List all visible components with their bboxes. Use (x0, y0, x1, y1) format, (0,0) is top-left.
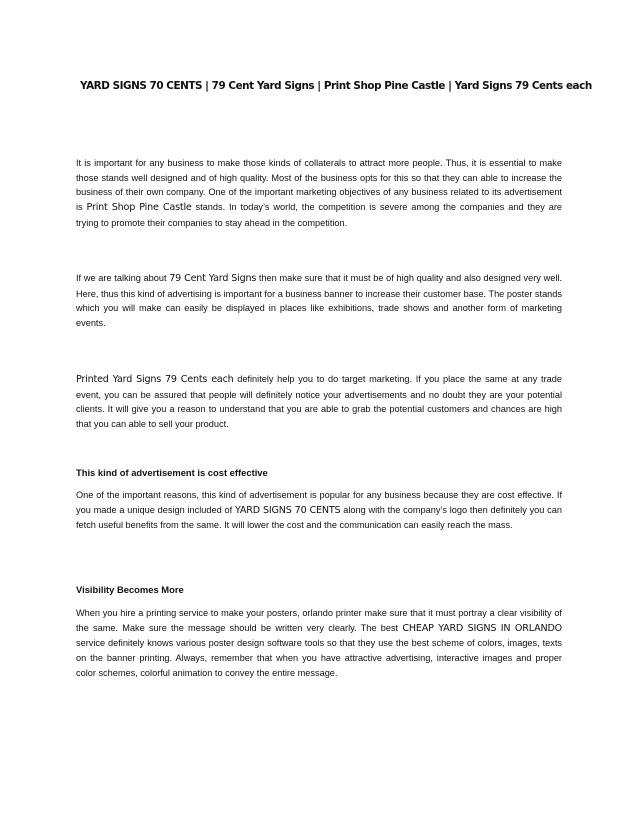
section-heading-cost-effective: This kind of advertisement is cost effective (76, 467, 268, 478)
paragraph-text: It is important for any business to make those kinds of collaterals to attract more people. Thus, it is essential to make those stands well designed and of high quality. Most of the business opts for this so that they can able to increase the business of their own company. One of the important marketing objectives of any business related to its advertisement is (76, 158, 562, 213)
paragraph-text: then make sure that it must be of high quality and also designed very well. Here, thus this kind of advertising is important for a business banner to increase their customer base. The poster stands which you will make can easily be displayed in places like exhibitions, trade shows and another form of marketing events. (76, 273, 562, 329)
paragraph-79-cent-yard-signs (76, 271, 562, 331)
section-heading-visibility: Visibility Becomes More (76, 584, 184, 595)
keyword-print-shop-pine-castle: Print Shop Pine Castle (86, 202, 192, 214)
paragraph-cost-effective (76, 488, 562, 533)
paragraph-text: If we are talking about (76, 273, 170, 283)
paragraph-text: service definitely knows various poster design software tools so that they use the best scheme of colors, images, texts on the banner printing. Always, remember that when you have attractive advertising, interactive images and proper color schemes, colorful animation to convey the entire message. (76, 638, 562, 678)
paragraph-text: along with the company’s logo then definitely you can fetch useful benefits from the same. It will lower the cost and the communication can easily reach the mass. (76, 504, 562, 531)
keyword-cheap-yard-signs-orlando: CHEAP YARD SIGNS IN ORLANDO (402, 622, 562, 634)
paragraph-printed-yard-signs (76, 372, 562, 432)
document-title: YARD SIGNS 70 CENTS | 79 Cent Yard Signs | Print Shop Pine Castle | Yard Signs 79 Cents each (80, 80, 592, 92)
keyword-79-cent-yard-signs: 79 Cent Yard Signs (169, 273, 257, 284)
keyword-yard-signs-70-cents: YARD SIGNS 70 CENTS (234, 504, 341, 516)
paragraph-text: stands. In today’s world, the competition is severe among the companies and they are trying to promote their companies to stay ahead in the competition. (76, 202, 562, 228)
paragraph-visibility (76, 606, 562, 681)
paragraph-collaterals (76, 156, 562, 231)
paragraph-text: When you hire a printing service to make your posters, orlando printer make sure that it must portray a clear visibility of the same. Make sure the message should be written very clearly. The best (76, 608, 562, 633)
keyword-printed-yard-signs: Printed Yard Signs 79 Cents each (76, 374, 234, 385)
paragraph-text: One of the important reasons, this kind of advertisement is popular for any business because they are cost effective. If you made a unique design included of (76, 490, 562, 515)
paragraph-text: definitely help you to do target marketing. If you place the same at any trade event, you can be assured that people will definitely notice your advertisements and no doubt they are your potential clients. It will give you a reason to understand that you are able to grab the potential customers and chances are high that you can able to sell your product. (76, 374, 562, 430)
